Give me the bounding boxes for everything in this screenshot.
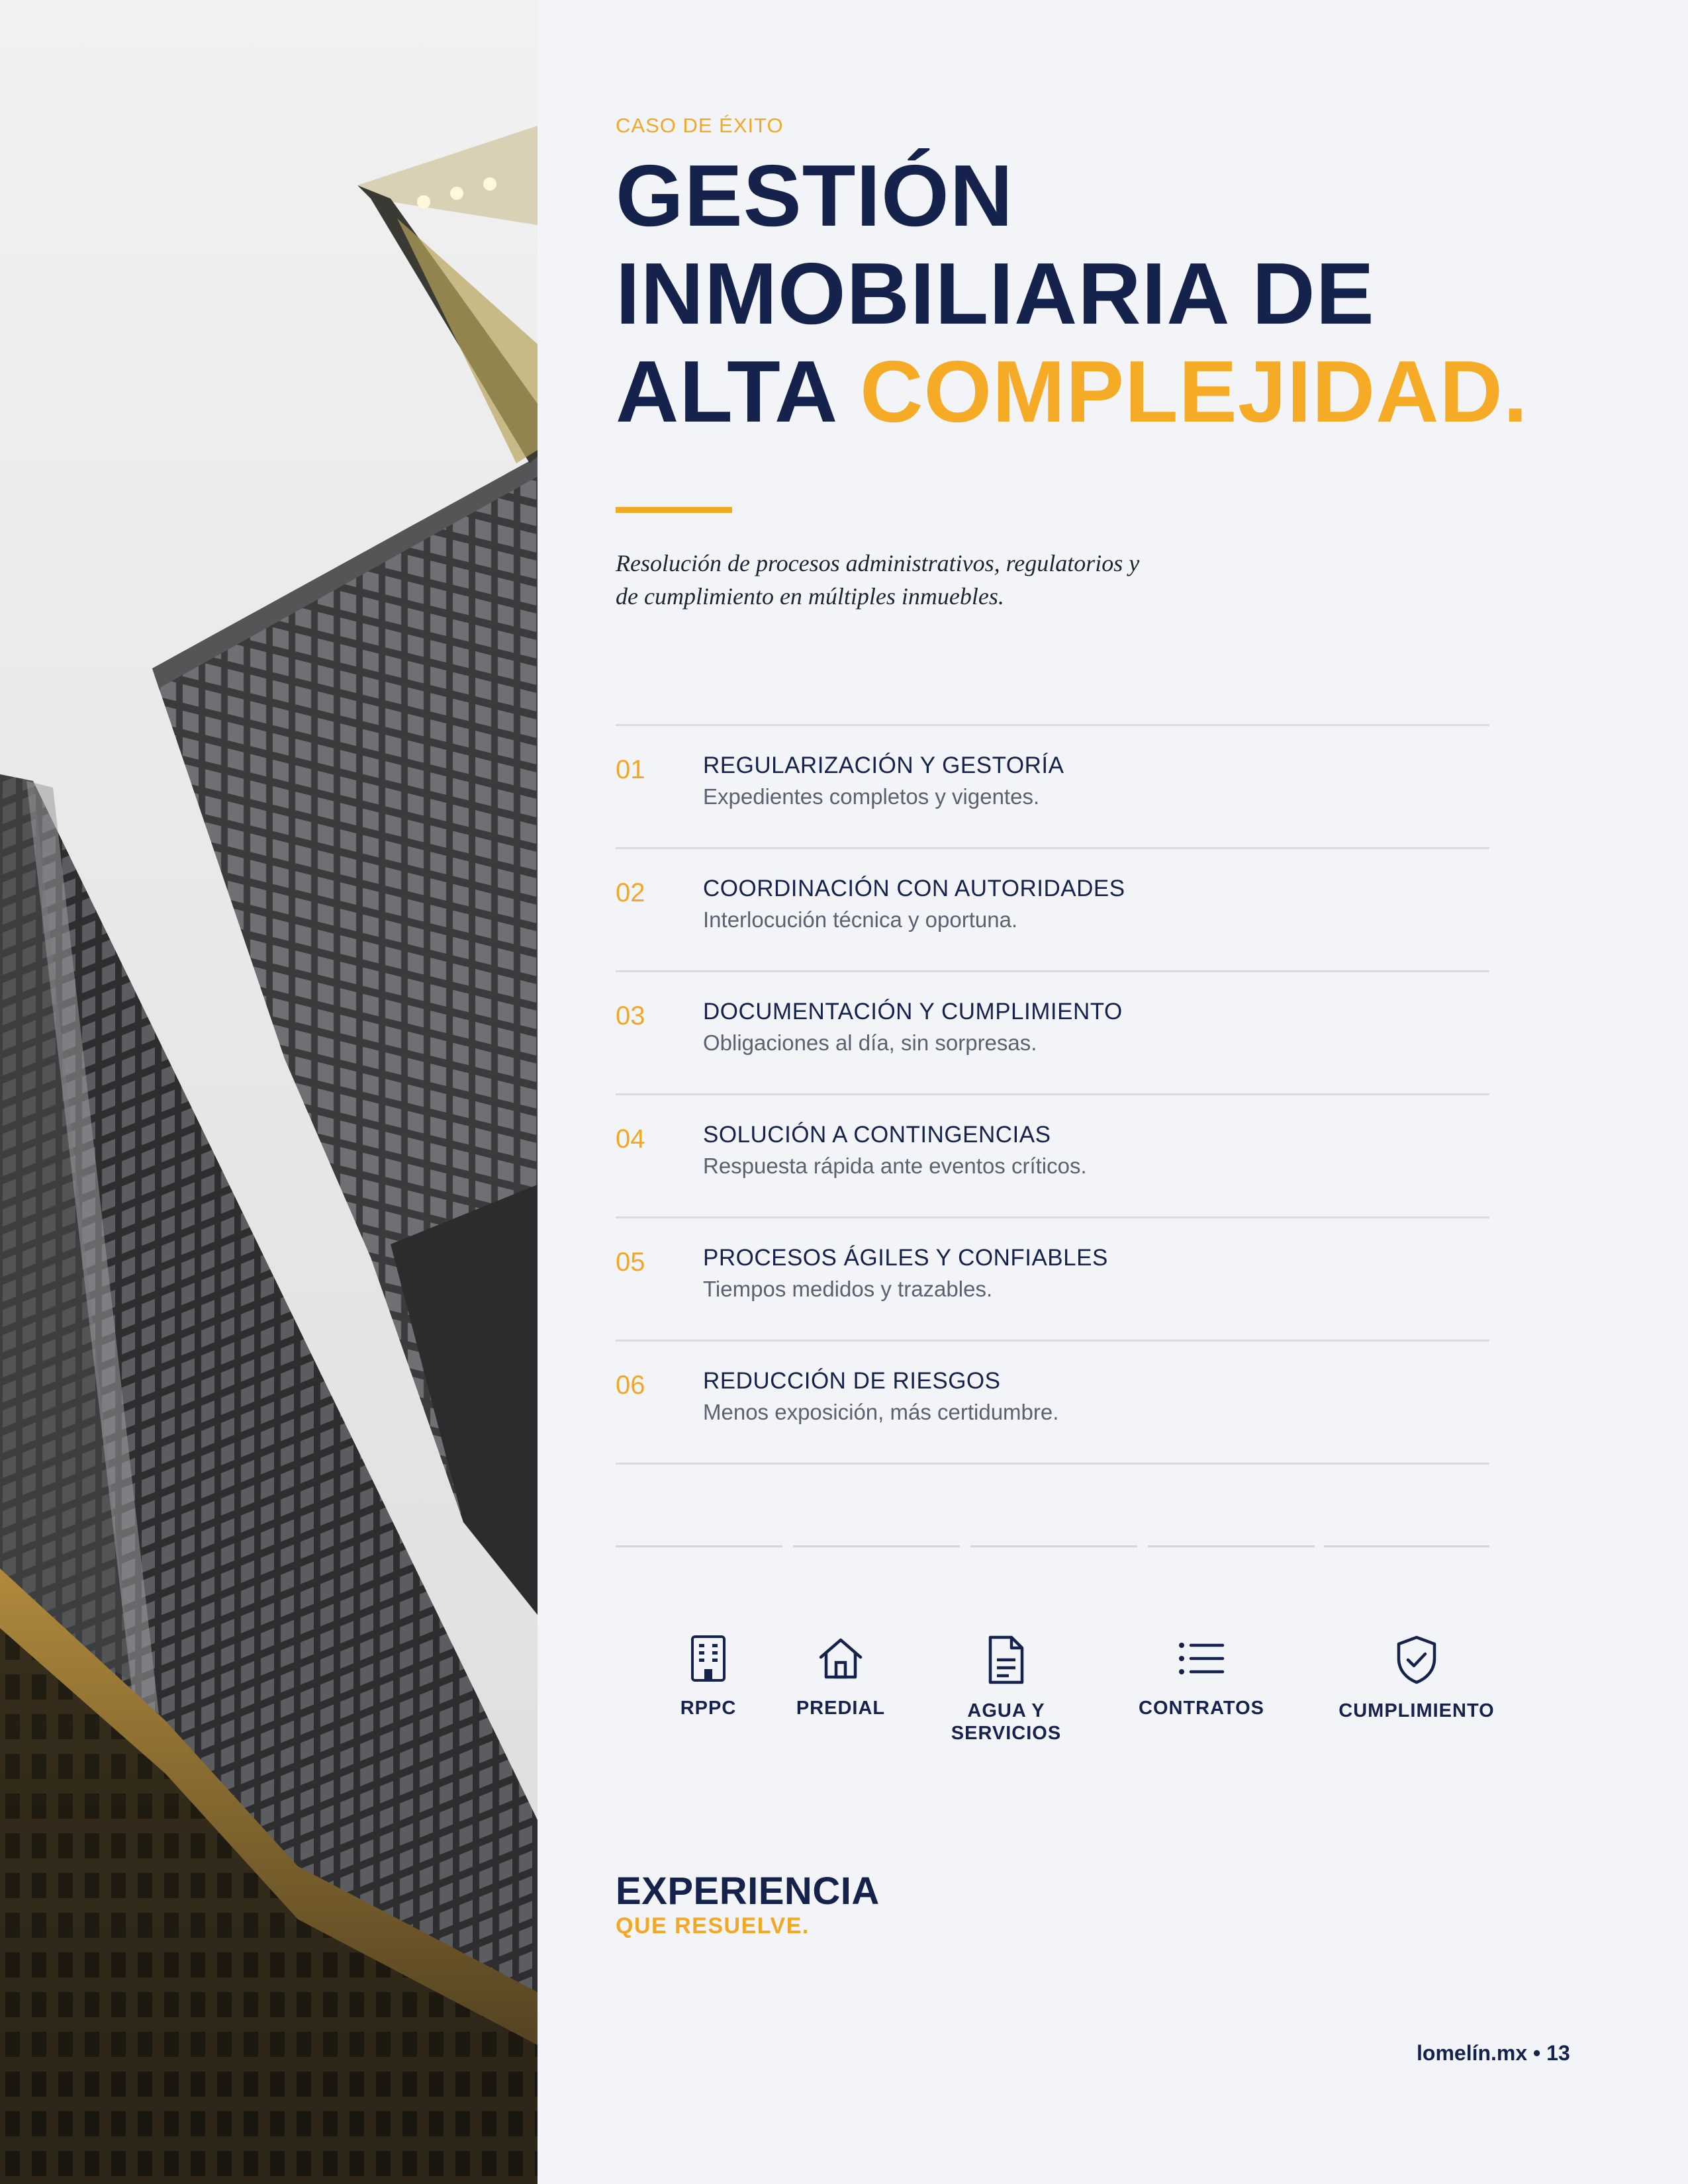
list-item xyxy=(616,1093,1489,1216)
list-icon xyxy=(1176,1635,1227,1682)
item-description: Interlocución técnica y oportuna. xyxy=(703,907,1018,932)
list-item xyxy=(616,724,1489,847)
icon-item-rppc xyxy=(655,1635,761,1719)
item-label: PROCESOS ÁGILES Y CONFIABLES xyxy=(703,1245,1108,1271)
item-label: DOCUMENTACIÓN Y CUMPLIMIENTO xyxy=(703,999,1123,1024)
list-item xyxy=(616,1340,1489,1465)
segment-line xyxy=(970,1545,1137,1547)
subtitle xyxy=(616,547,1211,613)
item-number: 06 xyxy=(616,1371,645,1400)
icon-item-agua xyxy=(947,1635,1066,1745)
item-description: Expedientes completos y vigentes. xyxy=(703,784,1040,809)
closing-tagline xyxy=(616,1870,880,1939)
title-line-3-plain: ALTA xyxy=(616,343,861,440)
segment-line xyxy=(793,1545,960,1547)
caption-line: CUMPLIMIENTO xyxy=(1338,1700,1495,1721)
item-description: Menos exposición, más certidumbre. xyxy=(703,1400,1059,1424)
page-footer: lomelín.mx • 13 xyxy=(1417,2041,1570,2065)
item-description: Obligaciones al día, sin sorpresas. xyxy=(703,1030,1037,1055)
icon-item-cumplimiento xyxy=(1324,1635,1509,1722)
segment-line xyxy=(1148,1545,1315,1547)
item-label: REDUCCIÓN DE RIESGOS xyxy=(703,1368,1001,1394)
title-line-3 xyxy=(616,343,1609,441)
icon-caption xyxy=(655,1697,761,1719)
item-description: Tiempos medidos y trazables. xyxy=(703,1277,993,1301)
house-icon xyxy=(817,1635,865,1682)
item-number: 04 xyxy=(616,1124,645,1154)
icon-caption xyxy=(1125,1697,1278,1719)
icon-caption xyxy=(1324,1700,1509,1722)
cover-photo xyxy=(0,0,538,2184)
item-number: 02 xyxy=(616,878,645,907)
item-label: SOLUCIÓN A CONTINGENCIAS xyxy=(703,1122,1051,1148)
skyscraper-illustration xyxy=(0,0,538,2184)
title-line-1: GESTIÓN xyxy=(616,147,1014,244)
document-icon xyxy=(986,1635,1026,1685)
service-list xyxy=(616,724,1489,1465)
item-description: Respuesta rápida ante eventos críticos. xyxy=(703,1154,1087,1178)
icon-item-contratos xyxy=(1125,1635,1278,1719)
tagline-main: EXPERIENCIA xyxy=(616,1870,880,1913)
segment-line xyxy=(616,1545,782,1547)
list-item xyxy=(616,1216,1489,1340)
item-number: 01 xyxy=(616,755,645,784)
caption-line: SERVICIOS xyxy=(951,1723,1062,1744)
title-accent: COMPLEJIDAD. xyxy=(860,343,1528,440)
title-line-2: INMOBILIARIA DE xyxy=(616,245,1375,342)
subtitle-line-1: Resolución de procesos administrativos, regulatorios y xyxy=(616,550,1140,576)
caption-line: RPPC xyxy=(680,1698,737,1719)
shield-check-icon xyxy=(1395,1635,1438,1685)
subtitle-line-2: de cumplimiento en múltiples inmuebles. xyxy=(616,583,1004,610)
item-label: COORDINACIÓN CON AUTORIDADES xyxy=(703,876,1125,901)
caption-line: CONTRATOS xyxy=(1139,1698,1264,1719)
building-icon xyxy=(687,1635,729,1682)
eyebrow: CASO DE ÉXITO xyxy=(616,114,784,137)
caption-line: PREDIAL xyxy=(796,1698,886,1719)
item-number: 03 xyxy=(616,1001,645,1030)
caption-line: AGUA Y xyxy=(967,1700,1045,1721)
icon-caption xyxy=(788,1697,894,1719)
segment-divider xyxy=(616,1545,1489,1548)
list-item xyxy=(616,847,1489,970)
segment-line xyxy=(1324,1545,1489,1547)
icon-item-predial xyxy=(788,1635,894,1719)
title-divider xyxy=(616,507,732,513)
tagline-sub: QUE RESUELVE. xyxy=(616,1913,810,1938)
page-title xyxy=(616,147,1609,441)
icon-caption xyxy=(947,1700,1066,1745)
item-label: REGULARIZACIÓN Y GESTORÍA xyxy=(703,752,1064,778)
category-icons xyxy=(616,1635,1529,1767)
list-item xyxy=(616,970,1489,1093)
item-number: 05 xyxy=(616,1248,645,1277)
